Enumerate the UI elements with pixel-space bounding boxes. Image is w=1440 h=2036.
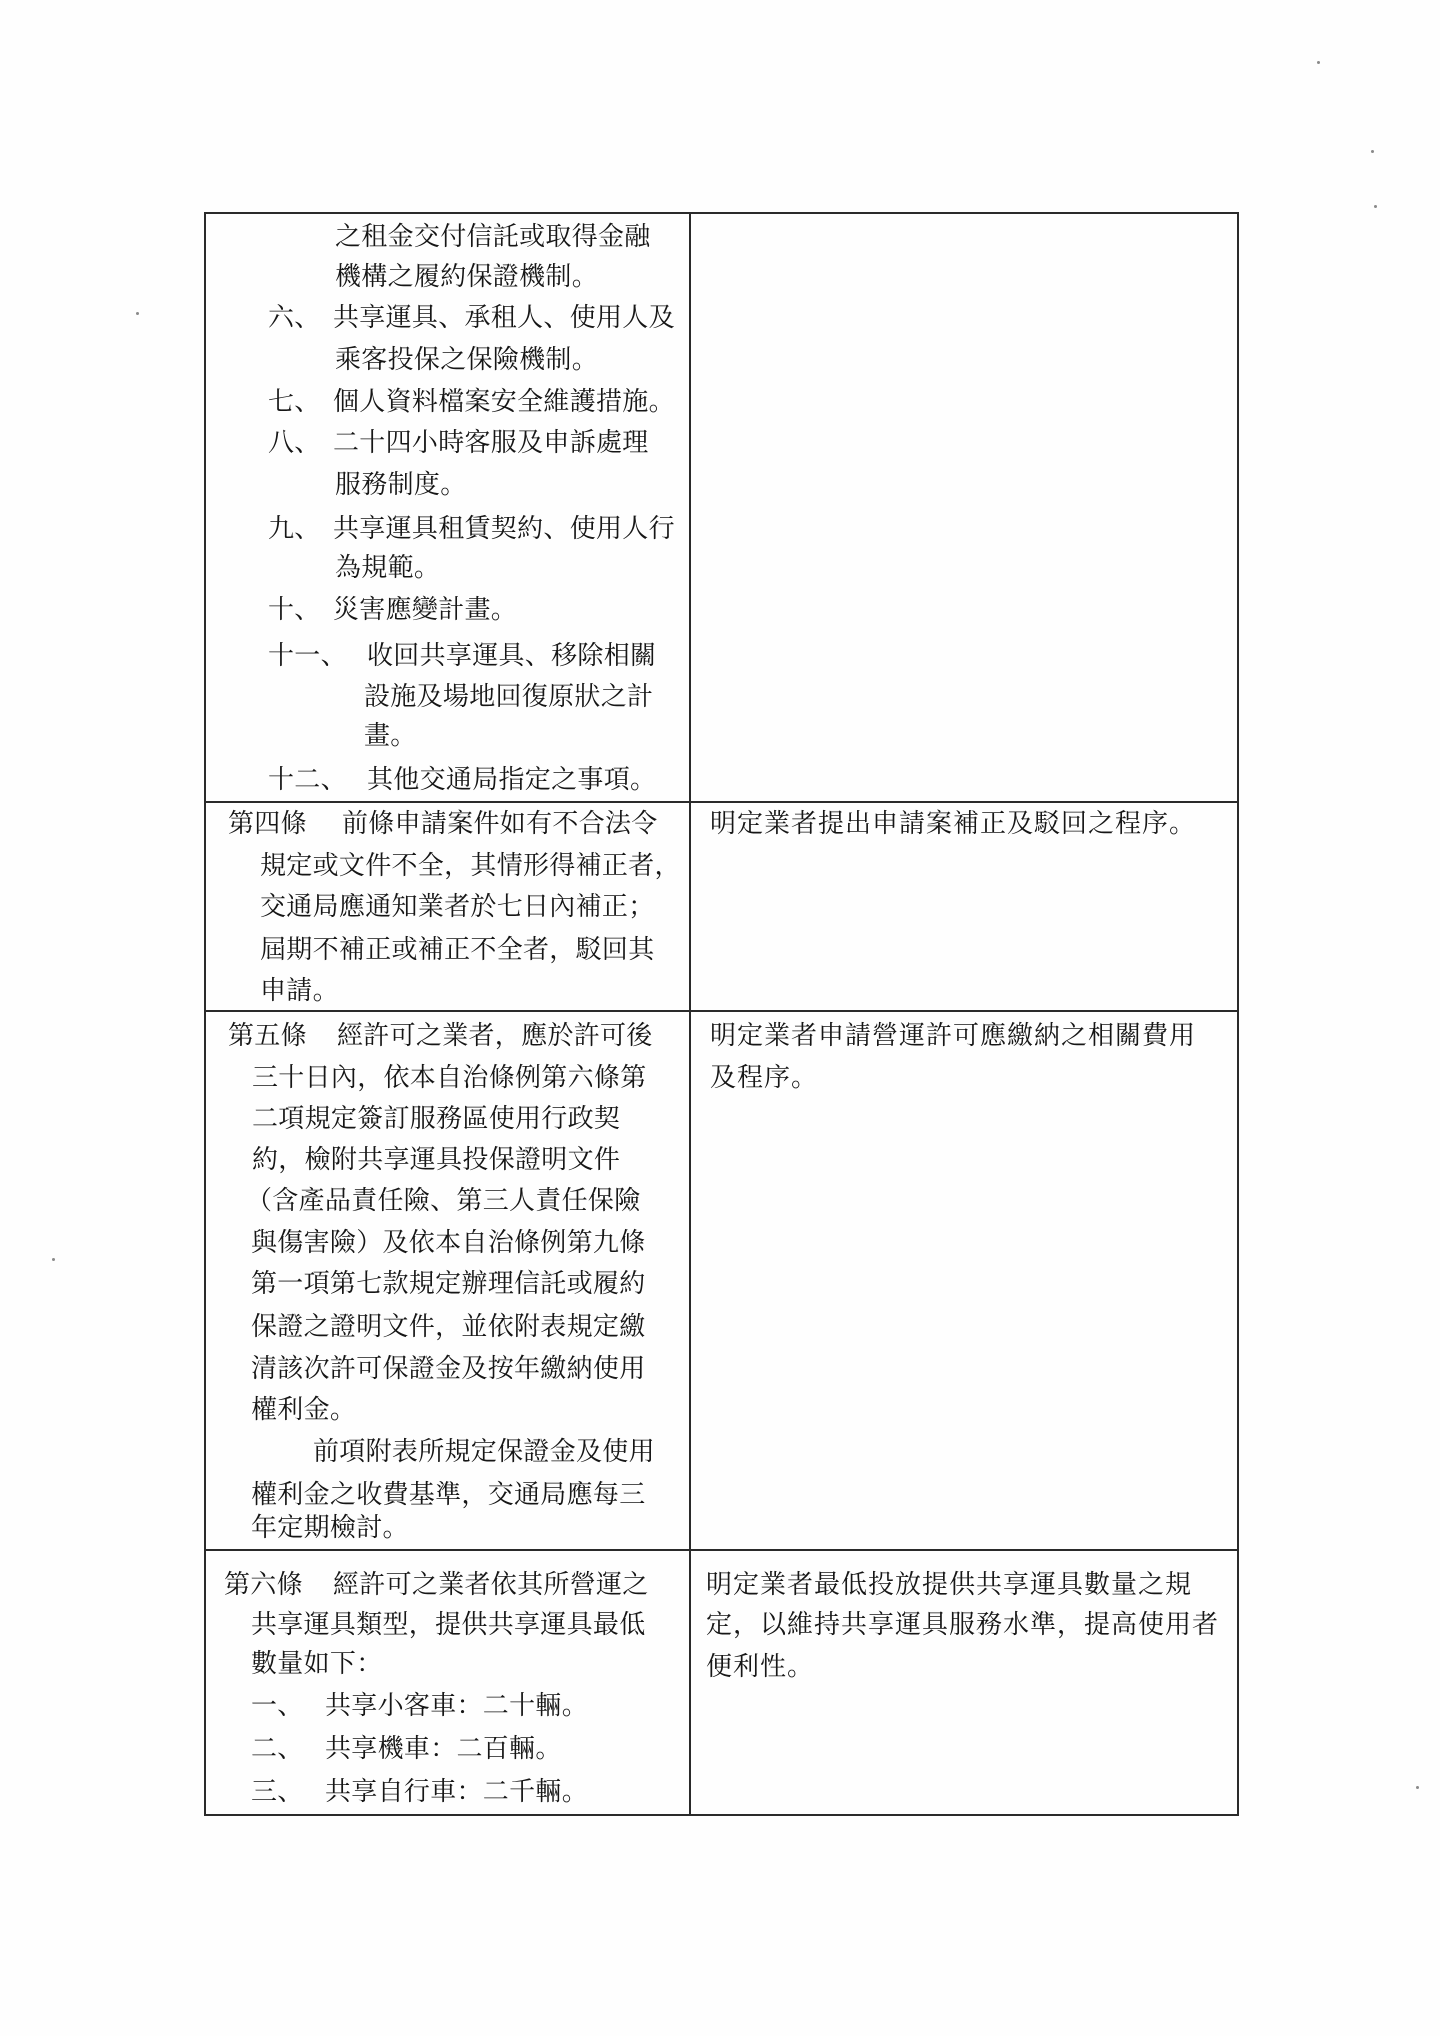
explanation-text: 明定業者申請營運許可應繳納之相關費用 xyxy=(710,1021,1197,1051)
provision-line xyxy=(204,804,690,844)
provision-cell-article-6 xyxy=(204,1550,690,1816)
explanation-text: 明定業者最低投放提供共享運具數量之規 xyxy=(706,1570,1193,1600)
item-marker: 二、 xyxy=(251,1734,304,1764)
provision-text: 權利金之收費基準，交通局應每三 xyxy=(251,1480,646,1510)
provision-text: 第一項第七款規定辦理信託或履約 xyxy=(251,1269,646,1299)
scan-speck xyxy=(1374,205,1377,208)
scan-speck xyxy=(1371,150,1374,153)
explanation-text: 便利性。 xyxy=(706,1652,815,1682)
scan-speck xyxy=(1416,1786,1419,1789)
article-number: 第六條 xyxy=(224,1570,303,1600)
provision-text: 三十日內，依本自治條例第六條第 xyxy=(252,1063,647,1093)
provision-text: 約，檢附共享運具投保證明文件 xyxy=(252,1145,621,1175)
provision-text: 設施及場地回復原狀之計 xyxy=(364,682,654,712)
provision-line xyxy=(204,1729,690,1769)
explanation-text: 及程序。 xyxy=(710,1063,819,1093)
provision-line xyxy=(204,257,690,297)
provision-line xyxy=(204,340,690,380)
provision-line xyxy=(204,1508,690,1548)
provision-text: 之租金交付信託或取得金融 xyxy=(335,222,651,252)
provision-line xyxy=(204,846,690,886)
provision-line xyxy=(204,636,690,676)
provision-line xyxy=(204,930,690,970)
item-marker: 十一、 xyxy=(268,641,347,671)
provision-line xyxy=(204,1349,690,1389)
provision-text: 共享運具類型，提供共享運具最低 xyxy=(251,1610,646,1640)
provision-line xyxy=(204,382,690,422)
provision-text: 數量如下： xyxy=(251,1649,383,1679)
item-marker: 九、 xyxy=(268,514,321,544)
provision-line xyxy=(204,716,690,756)
provision-text: 機構之履約保證機制。 xyxy=(335,262,599,292)
explanation-cell-article-6 xyxy=(690,1550,1239,1816)
provision-line xyxy=(204,217,690,257)
provision-line xyxy=(204,1307,690,1347)
provision-text: 權利金。 xyxy=(251,1395,357,1425)
provision-text: 保證之證明文件，並依附表規定繳 xyxy=(251,1312,646,1342)
provision-text: 共享小客車：二十輛。 xyxy=(325,1691,589,1721)
provision-text: 二項規定簽訂服務區使用行政契 xyxy=(252,1104,621,1134)
provision-line xyxy=(204,1432,690,1472)
provision-text: 經許可之業者依其所營運之 xyxy=(333,1570,649,1600)
provision-cell-article-3-continued xyxy=(204,212,690,802)
provision-text: 為規範。 xyxy=(335,553,441,583)
provision-line xyxy=(204,509,690,549)
provision-text: 共享自行車：二千輛。 xyxy=(325,1777,589,1807)
item-marker: 十二、 xyxy=(268,765,347,795)
provision-line xyxy=(204,1644,690,1684)
provision-text: 前條申請案件如有不合法令 xyxy=(342,809,658,839)
provision-text: 共享運具租賃契約、使用人行 xyxy=(333,514,675,544)
provision-line xyxy=(204,760,690,800)
provision-line xyxy=(204,1223,690,1263)
provision-line xyxy=(204,548,690,588)
provision-line xyxy=(204,1264,690,1304)
provision-cell-article-4 xyxy=(204,802,690,1011)
provision-cell-article-5 xyxy=(204,1011,690,1550)
provision-line xyxy=(204,590,690,630)
provision-text: 經許可之業者，應於許可後 xyxy=(337,1021,653,1051)
provision-line xyxy=(204,1686,690,1726)
item-marker: 六、 xyxy=(268,303,321,333)
item-marker: 八、 xyxy=(268,428,321,458)
provision-text: 其他交通局指定之事項。 xyxy=(367,765,657,795)
provision-line xyxy=(204,1565,690,1605)
scan-speck xyxy=(1317,61,1320,64)
provision-text: 共享運具、承租人、使用人及 xyxy=(333,303,675,333)
provision-text: 二十四小時客服及申訴處理 xyxy=(333,428,649,458)
provision-text: 與傷害險）及依本自治條例第九條 xyxy=(251,1228,646,1258)
provision-line xyxy=(204,1390,690,1430)
item-marker: 七、 xyxy=(268,387,321,417)
provision-text: 清該次許可保證金及按年繳納使用 xyxy=(251,1354,646,1384)
provision-text: 服務制度。 xyxy=(335,470,467,500)
provision-line xyxy=(204,1181,690,1221)
provision-text: 規定或文件不全，其情形得補正者， xyxy=(260,851,681,881)
explanation-line xyxy=(690,1605,1239,1645)
item-marker: 三、 xyxy=(251,1777,304,1807)
item-marker: 一、 xyxy=(251,1691,304,1721)
provision-line xyxy=(204,971,690,1011)
explanation-line xyxy=(690,1647,1239,1687)
provision-text: 共享機車：二百輛。 xyxy=(325,1734,562,1764)
provision-line xyxy=(204,1772,690,1812)
provision-text: 申請。 xyxy=(260,976,339,1006)
provision-text: 年定期檢討。 xyxy=(251,1513,409,1543)
provision-text: 交通局應通知業者於七日內補正； xyxy=(260,892,655,922)
provision-line xyxy=(204,298,690,338)
provision-text: 收回共享運具、移除相關 xyxy=(367,641,657,671)
article-number: 第四條 xyxy=(228,809,307,839)
article-number: 第五條 xyxy=(228,1021,307,1051)
explanation-cell-article-4 xyxy=(690,802,1239,1011)
provision-text: 畫。 xyxy=(364,721,417,751)
provision-line xyxy=(204,1099,690,1139)
provision-line xyxy=(204,423,690,463)
explanation-line xyxy=(690,1058,1239,1098)
provision-text: 乘客投保之保險機制。 xyxy=(335,345,599,375)
provision-text: （含產品責任險、第三人責任保險 xyxy=(246,1186,641,1216)
explanation-line xyxy=(690,1565,1239,1605)
explanation-cell-article-3-continued xyxy=(690,212,1239,802)
explanation-line xyxy=(690,804,1239,844)
item-marker: 十、 xyxy=(268,595,321,625)
provision-text: 災害應變計畫。 xyxy=(333,595,518,625)
provision-text: 屆期不補正或補正不全者，駁回其 xyxy=(260,935,655,965)
explanation-line xyxy=(690,1016,1239,1056)
provision-line xyxy=(204,1605,690,1645)
scan-speck xyxy=(136,312,139,315)
explanation-cell-article-5 xyxy=(690,1011,1239,1550)
explanation-text: 明定業者提出申請案補正及駁回之程序。 xyxy=(710,809,1197,839)
provision-text: 個人資料檔案安全維護措施。 xyxy=(333,387,675,417)
provision-line xyxy=(204,465,690,505)
provision-text: 前項附表所規定保證金及使用 xyxy=(313,1437,655,1467)
provision-line xyxy=(204,1140,690,1180)
provision-line xyxy=(204,1058,690,1098)
scan-speck xyxy=(52,1258,55,1261)
provision-line xyxy=(204,1016,690,1056)
provision-line xyxy=(204,677,690,717)
explanation-text: 定，以維持共享運具服務水準，提高使用者 xyxy=(706,1610,1220,1640)
provision-line xyxy=(204,887,690,927)
